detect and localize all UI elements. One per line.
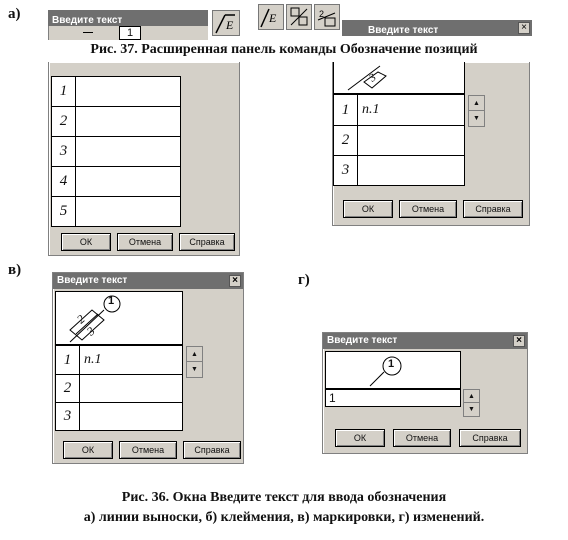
help-button[interactable]: Справка	[459, 429, 521, 447]
dialog-b-titlebar	[342, 20, 532, 36]
fig36-caption-line1: Рис. 36. Окна Введите текст для ввода обозначения	[121, 490, 447, 505]
fraction-top: 2	[73, 311, 88, 327]
fraction-bottom: 3	[83, 323, 98, 339]
row-number: 3	[334, 156, 358, 185]
row-number: 1	[334, 95, 358, 125]
row-number: 2	[334, 126, 358, 155]
table-row[interactable]	[56, 346, 182, 375]
dialog-g-close-icon[interactable]: ×	[513, 335, 525, 347]
dialog-g-spinner[interactable]	[463, 389, 480, 417]
help-button[interactable]: Справка	[463, 200, 523, 218]
row-cell[interactable]	[76, 77, 180, 106]
row-cell[interactable]: п.1	[362, 102, 380, 117]
cancel-button[interactable]: Отмена	[117, 233, 173, 251]
dialog-v-grid	[55, 345, 183, 431]
arrow-icon	[83, 32, 93, 33]
table-row[interactable]	[52, 77, 180, 107]
spinner-down-icon[interactable]: ▼	[191, 366, 198, 373]
change-number-input[interactable]: 1	[325, 389, 461, 407]
table-row[interactable]	[52, 137, 180, 167]
leader-position-icon[interactable]	[212, 10, 240, 36]
help-button[interactable]: Справка	[183, 441, 241, 459]
row-cell[interactable]	[358, 126, 464, 155]
row-number: 2	[56, 375, 80, 402]
row-cell[interactable]	[76, 197, 180, 226]
dialog-v	[52, 272, 244, 464]
dialog-b-close-icon[interactable]: ×	[518, 22, 530, 34]
ok-button[interactable]: ОК	[343, 200, 393, 218]
table-row[interactable]	[52, 197, 180, 226]
dialog-v-preview	[55, 291, 183, 345]
row-cell[interactable]	[76, 167, 180, 196]
leader-position-alt-icon[interactable]	[258, 4, 284, 30]
spinner-up-icon[interactable]: ▲	[187, 347, 202, 362]
table-row[interactable]	[56, 403, 182, 430]
spinner-up-icon[interactable]: ▲	[469, 96, 484, 111]
dialog-a-title: Введите текст	[52, 15, 123, 26]
row-cell[interactable]: п.1	[84, 352, 102, 367]
marking-icon[interactable]	[314, 4, 340, 30]
table-row[interactable]	[334, 126, 464, 156]
stamp-icon[interactable]	[286, 4, 312, 30]
dialog-a-titlebar	[48, 10, 208, 26]
dialog-g-title: Введите текст	[327, 335, 398, 346]
dialog-v-title: Введите текст	[57, 275, 128, 286]
spinner-down-icon[interactable]: ▼	[473, 115, 480, 122]
dialog-g-titlebar	[323, 333, 527, 349]
table-row[interactable]	[52, 107, 180, 137]
row-cell[interactable]	[76, 107, 180, 136]
row-number: 1	[52, 77, 76, 106]
svg-text:E: E	[269, 11, 277, 25]
dialog-a-grid	[51, 76, 181, 227]
dialog-b	[332, 62, 530, 226]
label-g: г)	[298, 272, 310, 288]
row-cell[interactable]	[80, 403, 182, 430]
dialog-b-spinner[interactable]	[468, 95, 485, 127]
row-number: 4	[52, 167, 76, 196]
help-button[interactable]: Справка	[179, 233, 235, 251]
row-number: 3	[52, 137, 76, 166]
row-cell[interactable]	[80, 375, 182, 402]
ok-button[interactable]: ОК	[61, 233, 111, 251]
ok-button[interactable]: ОК	[335, 429, 385, 447]
table-row[interactable]	[334, 156, 464, 185]
stamp-symbol-icon	[334, 62, 466, 94]
stamp-number: 3	[367, 71, 379, 85]
fig37-caption: Рис. 37. Расширенная панель команды Обозначение позиций	[90, 42, 478, 57]
dialog-g-preview	[325, 351, 461, 389]
cancel-button[interactable]: Отмена	[399, 200, 457, 218]
table-row[interactable]	[52, 167, 180, 197]
dialog-a	[48, 62, 240, 256]
marking-symbol-icon	[56, 292, 184, 346]
label-a: а)	[8, 6, 21, 22]
ok-button[interactable]: ОК	[63, 441, 113, 459]
row-cell[interactable]	[76, 137, 180, 166]
spinner-down-icon[interactable]: ▼	[468, 406, 475, 413]
dialog-b-preview	[333, 62, 465, 94]
svg-text:2: 2	[319, 9, 325, 19]
table-row[interactable]	[56, 375, 182, 403]
circle-number: 1	[108, 295, 115, 307]
fig36-caption-line2: а) линии выноски, б) клеймения, в) маркировки, г) изменений.	[83, 510, 485, 525]
dialog-b-grid	[333, 94, 465, 186]
dialog-g	[322, 332, 528, 454]
circle-number: 1	[388, 358, 395, 370]
table-row[interactable]	[334, 95, 464, 126]
dialog-v-spinner[interactable]	[186, 346, 203, 378]
spinner-up-icon[interactable]: ▲	[464, 390, 479, 403]
row-number: 1	[56, 346, 80, 374]
row-number: 2	[52, 107, 76, 136]
fig36-caption	[0, 488, 568, 528]
cancel-button[interactable]: Отмена	[393, 429, 451, 447]
dialog-v-titlebar	[53, 273, 243, 289]
row-number: 5	[52, 197, 76, 226]
dialog-b-title: Введите текст	[368, 25, 439, 36]
cancel-button[interactable]: Отмена	[119, 441, 177, 459]
label-v: в)	[8, 262, 22, 278]
dialog-a-top-strip	[48, 26, 208, 40]
svg-text:E: E	[226, 18, 234, 32]
dialog-v-close-icon[interactable]: ×	[229, 275, 241, 287]
row-cell[interactable]	[358, 156, 464, 185]
row-number: 3	[56, 403, 80, 430]
top-input-field[interactable]: 1	[119, 26, 141, 40]
